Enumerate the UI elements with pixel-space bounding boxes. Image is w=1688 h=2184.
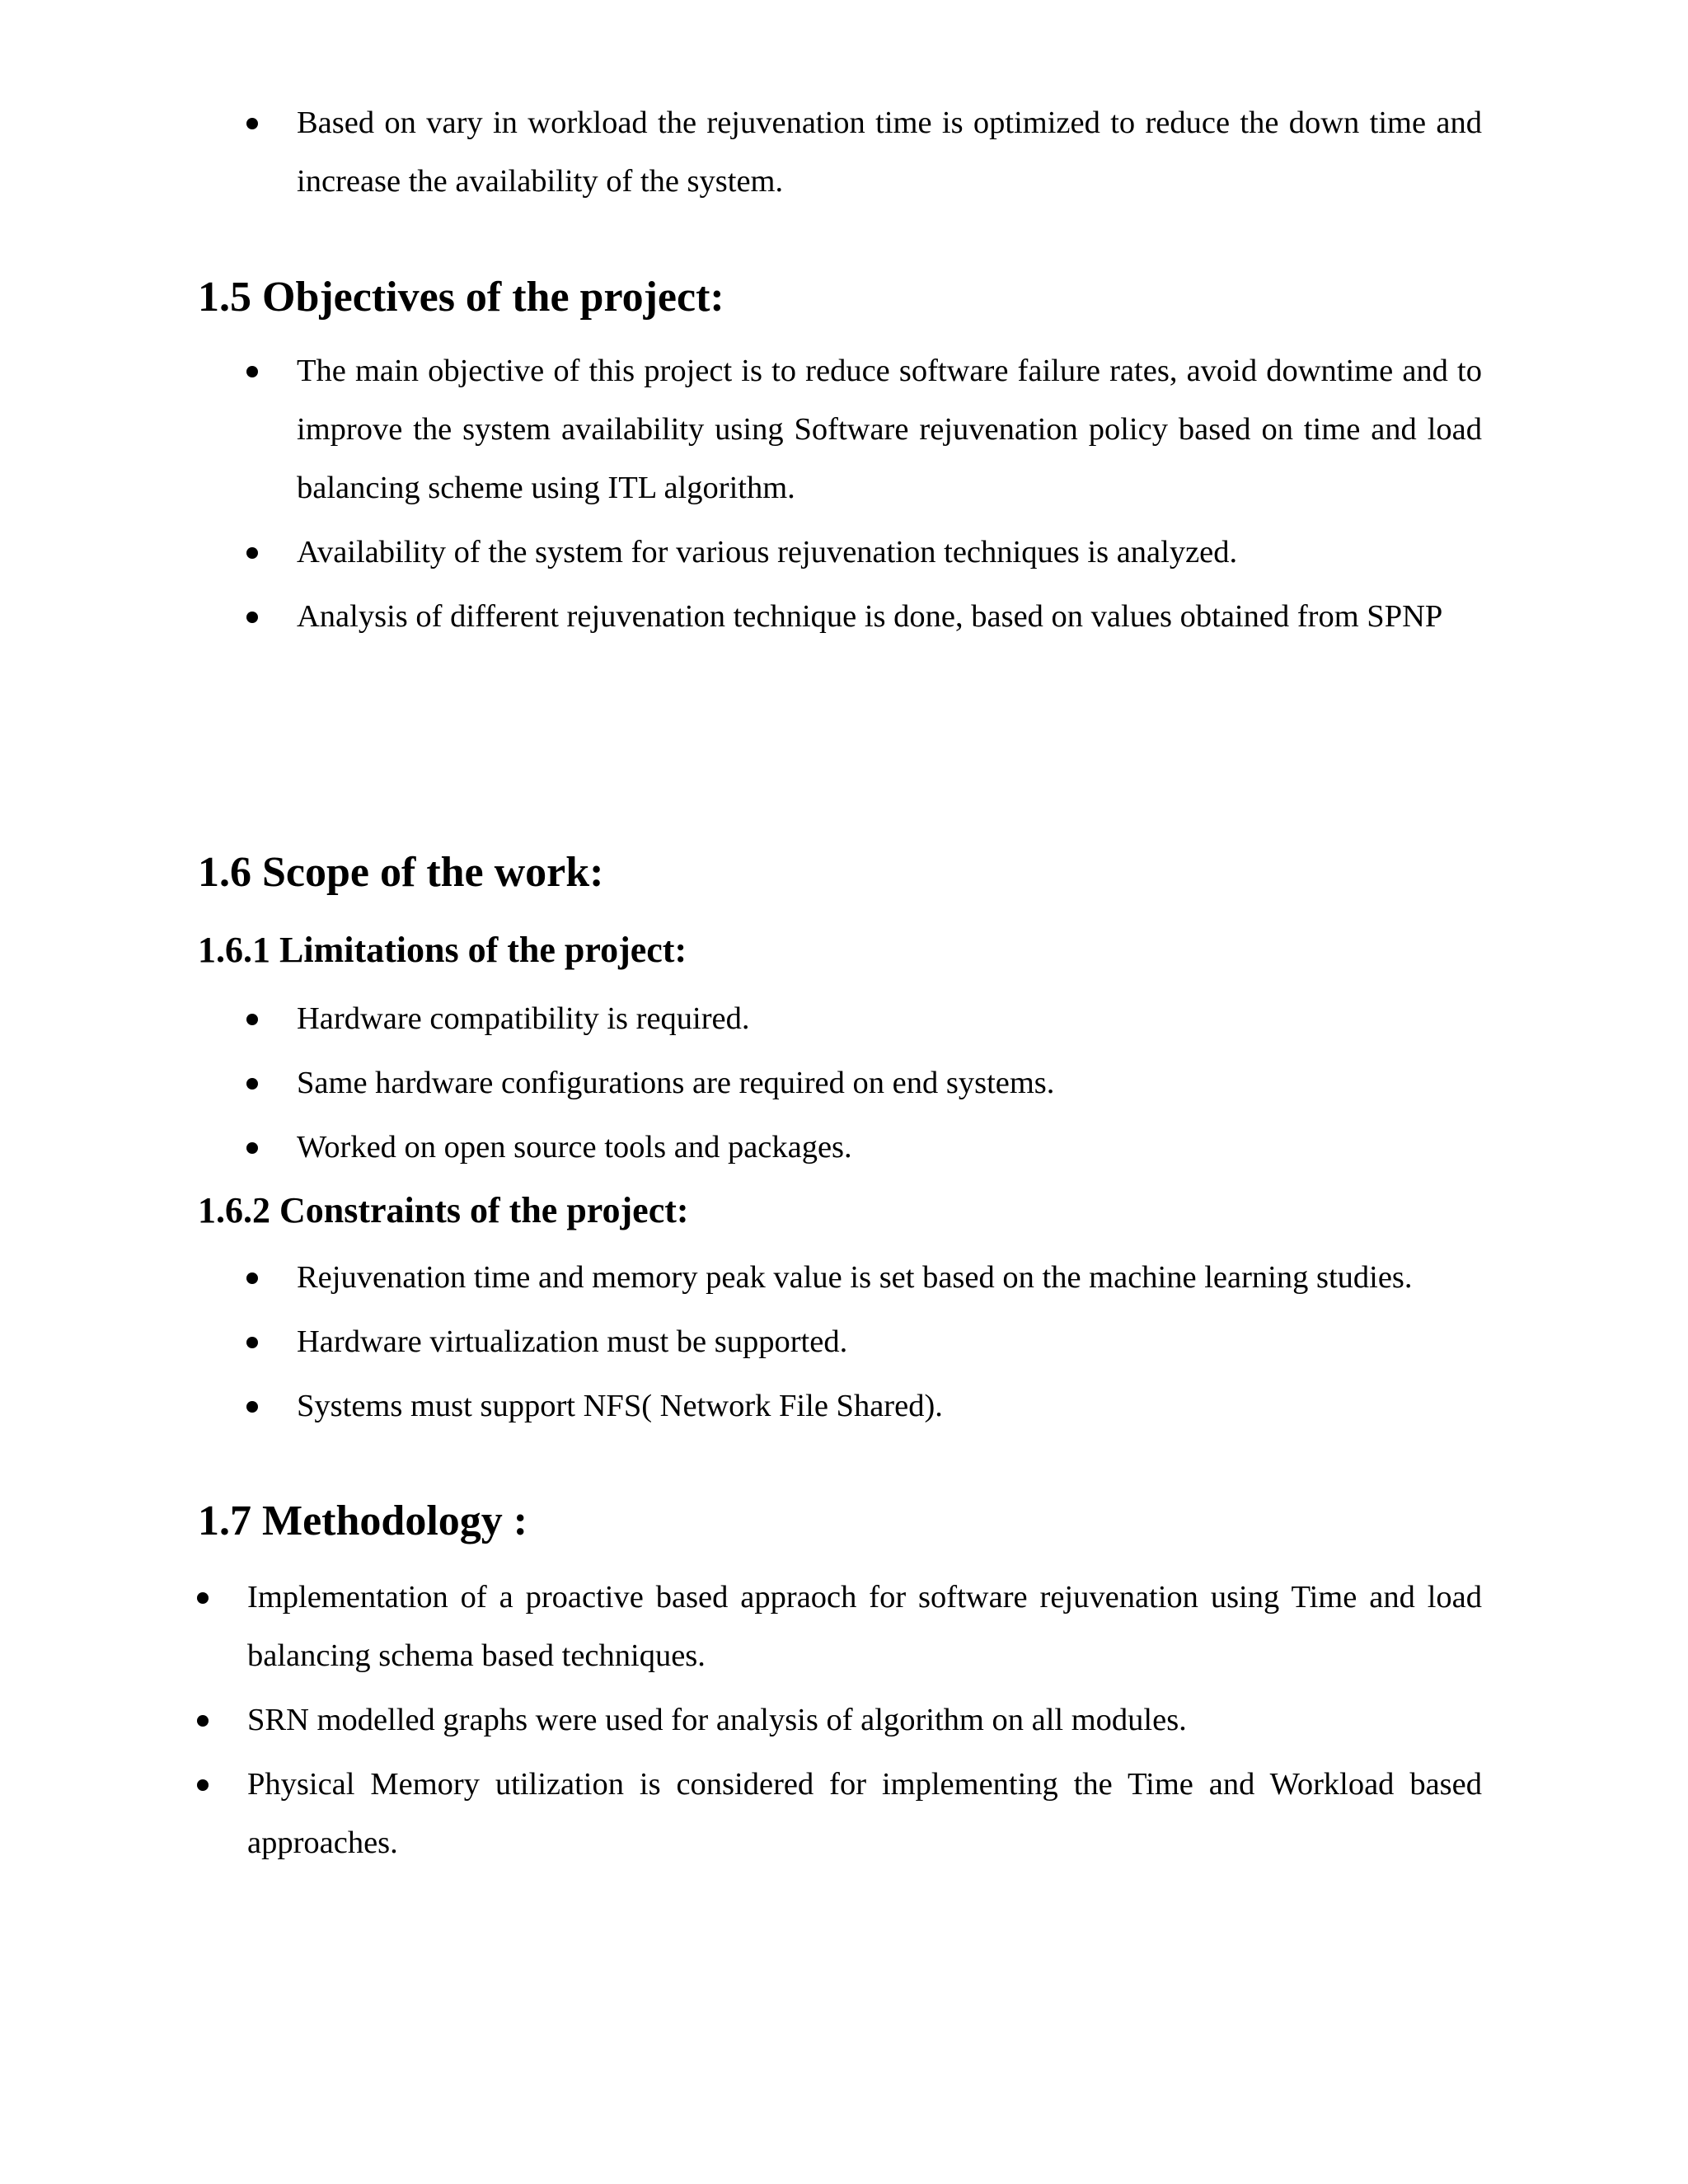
list-item: Physical Memory utilization is considered for implementing the Time and Workload based approaches. xyxy=(247,1755,1482,1872)
bullet-icon xyxy=(246,1078,258,1090)
bullet-icon xyxy=(246,1337,258,1348)
methodology-list xyxy=(247,1568,1482,1878)
list-item: The main objective of this project is to reduce software failure rates, avoid downtime and to improve the system availability using Software rejuvenation policy based on time and load balancing scheme using ITL algorithm. xyxy=(297,342,1482,518)
bullet-icon xyxy=(246,1142,258,1154)
bullet-icon xyxy=(246,1401,258,1413)
list-item: Based on vary in workload the rejuvenation time is optimized to reduce the down time and increase the availability of the system. xyxy=(297,94,1482,211)
bullet-icon xyxy=(246,612,258,623)
list-item: Analysis of different rejuvenation technique is done, based on values obtained from SPNP xyxy=(297,588,1482,646)
bullet-icon xyxy=(197,1715,209,1727)
list-item: SRN modelled graphs were used for analysis of algorithm on all modules. xyxy=(247,1691,1482,1750)
bullet-icon xyxy=(246,1272,258,1284)
section-heading-objectives: 1.5 Objectives of the project: xyxy=(198,274,724,321)
list-item: Implementation of a proactive based appraoch for software rejuvenation using Time and load balancing schema based techniques. xyxy=(247,1568,1482,1685)
bullet-icon xyxy=(246,547,258,559)
subsection-heading-limitations: 1.6.1 Limitations of the project: xyxy=(198,930,687,970)
bullet-icon xyxy=(197,1592,209,1604)
list-item: Worked on open source tools and packages. xyxy=(297,1118,1482,1177)
subsection-heading-constraints: 1.6.2 Constraints of the project: xyxy=(198,1190,689,1230)
list-item: Hardware virtualization must be supported. xyxy=(297,1313,1482,1371)
bullet-icon xyxy=(246,118,258,129)
bullet-icon xyxy=(246,366,258,377)
intro-bullet-list xyxy=(297,94,1482,217)
section-heading-scope: 1.6 Scope of the work: xyxy=(198,849,604,896)
list-item: Hardware compatibility is required. xyxy=(297,990,1482,1048)
bullet-icon xyxy=(246,1014,258,1025)
limitations-list xyxy=(297,990,1482,1183)
constraints-list xyxy=(297,1249,1482,1441)
list-item: Systems must support NFS( Network File Shared). xyxy=(297,1377,1482,1436)
list-item: Availability of the system for various rejuvenation techniques is analyzed. xyxy=(297,523,1482,582)
bullet-icon xyxy=(197,1779,209,1791)
list-item: Rejuvenation time and memory peak value is set based on the machine learning studies. xyxy=(297,1249,1482,1307)
list-item: Same hardware configurations are required on end systems. xyxy=(297,1054,1482,1113)
objectives-list xyxy=(297,342,1482,652)
section-heading-methodology: 1.7 Methodology : xyxy=(198,1497,528,1544)
